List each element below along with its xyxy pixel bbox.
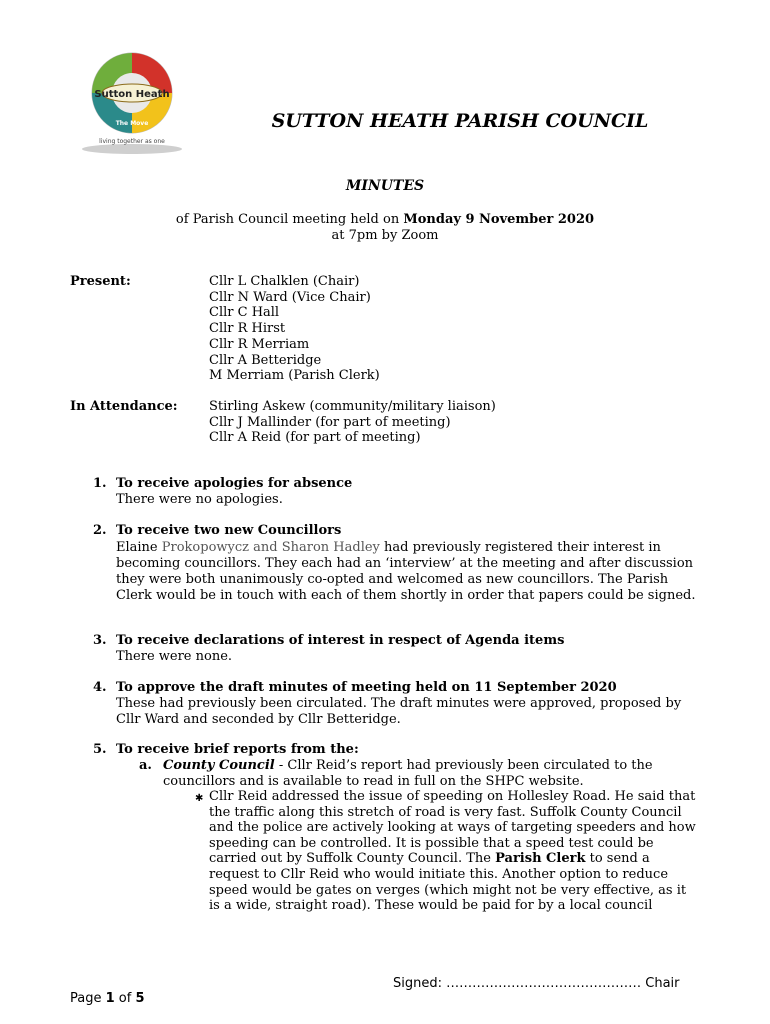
item-title: To receive apologies for absence: [116, 476, 353, 491]
subitem-body: [163, 758, 708, 789]
meeting-date: Monday 9 November 2020: [403, 212, 595, 227]
item-number: 4.: [93, 680, 107, 695]
logo-name: Sutton Heath: [94, 89, 170, 100]
item-title: To receive brief reports from the:: [116, 742, 359, 757]
subitem-title: County Council: [163, 758, 275, 773]
item-title: To receive declarations of interest in respect of Agenda items: [116, 633, 565, 648]
item-body: These had previously been circulated. The draft minutes were approved, proposed by Cllr Ward and seconded by Cllr Betteridge.: [116, 696, 682, 727]
item-number: 5.: [93, 742, 107, 757]
page-total: 5: [135, 991, 145, 1006]
bullet-icon: ✱: [195, 793, 204, 804]
meeting-time: at 7pm by Zoom: [331, 228, 439, 243]
attendance-list: [209, 399, 496, 446]
present-member: Cllr C Hall: [209, 305, 280, 321]
meeting-date-line: [0, 212, 770, 227]
item-body: There were none.: [116, 649, 233, 664]
attendance-member: Cllr A Reid (for part of meeting): [209, 430, 421, 446]
item-number: 2.: [93, 523, 107, 538]
present-member: Cllr R Hirst: [209, 321, 286, 337]
council-logo: [70, 45, 194, 157]
bullet-text-bold: Parish Clerk: [495, 851, 586, 867]
council-title: SUTTON HEATH PARISH COUNCIL: [271, 110, 649, 132]
page-current: 1: [105, 991, 115, 1006]
signature-line: Signed: ……………………………………… Chair: [393, 976, 680, 991]
page-of: of: [114, 991, 136, 1006]
page-label: Page: [70, 991, 106, 1006]
present-list: [209, 274, 380, 384]
subitem-text: - Cllr Reid’s report had previously been circulated to the councillors and is available to read in full on the SHPC website.: [163, 758, 653, 789]
item-title: To receive two new Councillors: [116, 523, 342, 538]
logo-tagline: living together as one: [99, 138, 165, 145]
item-number: 3.: [93, 633, 107, 648]
attendance-member: Cllr J Mallinder (for part of meeting): [209, 414, 451, 430]
bullet-text-part1: Cllr Reid addressed the issue of speeding on Hollesley Road. He said that the traffic along this stretch of road is very fast. Suffolk County Council and the police are actively looking at ways of targeting speeders and how speeding can be controlled. It is possible that a speed test could be carried out by Suffolk County Council. The: [209, 789, 696, 867]
item-body-lead: Elaine: [116, 540, 162, 555]
present-member: Cllr R Merriam: [209, 336, 310, 352]
meeting-prefix: of Parish Council meeting held on: [175, 212, 404, 227]
item-body: There were no apologies.: [116, 492, 283, 507]
bullet-body: [209, 789, 699, 914]
item-title: To approve the draft minutes of meeting held on 11 September 2020: [116, 680, 617, 695]
present-member: Cllr N Ward (Vice Chair): [209, 289, 371, 305]
attendance-member: Stirling Askew (community/military liaison): [209, 399, 496, 414]
present-member: Cllr A Betteridge: [209, 352, 322, 368]
present-member: Cllr L Chalklen (Chair): [209, 274, 360, 289]
page-number: [70, 991, 145, 1006]
present-member: M Merriam (Parish Clerk): [209, 368, 380, 384]
item-body: [116, 540, 706, 604]
minutes-title: MINUTES: [345, 178, 425, 194]
attendance-label: In Attendance:: [70, 399, 178, 414]
item-number: 1.: [93, 476, 107, 491]
bullet-text-part2: to send a request to Cllr Reid who would initiate this. Another option to reduce speed would be gates on verges (which might not be very effective, as it is a wide, straight road). These would be paid for by a local council: [209, 851, 687, 914]
item-body-rest: had previously registered their interest in becoming councillors. They each had an ‘interview’ at the meeting and after discussion they were both unanimously co-opted and welcomed as new councillors. The Parish Clerk would be in touch with each of them shortly in order that papers could be signed.: [116, 540, 696, 603]
present-label: Present:: [70, 274, 131, 289]
logo-subtitle: The Move: [115, 120, 149, 127]
new-councillor-names: Prokopowycz and Sharon Hadley: [161, 540, 380, 555]
subitem-letter: a.: [139, 758, 152, 773]
logo-graphic: [70, 45, 194, 157]
